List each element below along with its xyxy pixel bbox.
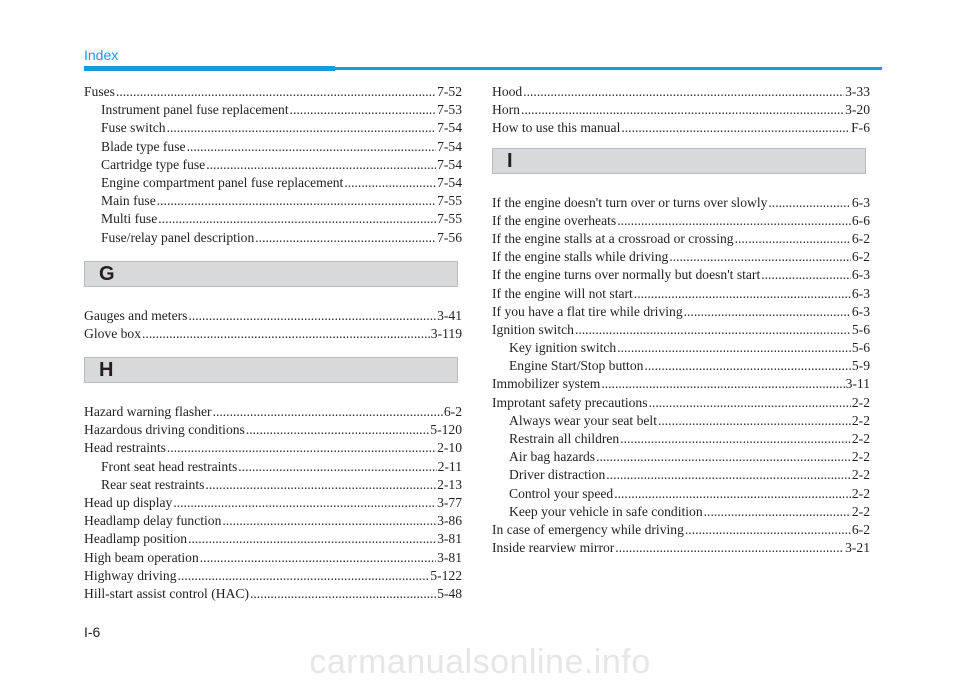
index-entry <box>492 212 870 230</box>
entry-label: If the engine stalls while driving <box>492 249 669 265</box>
dot-leader <box>206 156 436 174</box>
entry-page: 2-2 <box>851 412 870 428</box>
index-entry <box>84 403 462 421</box>
entry-page: 7-55 <box>437 211 462 227</box>
entry-label: Immobilizer system <box>492 376 601 392</box>
index-group-h <box>84 403 462 603</box>
entry-label: Hazardous driving conditions <box>84 422 245 438</box>
index-entry <box>492 248 870 266</box>
dot-leader <box>521 101 844 119</box>
dot-leader <box>621 119 850 137</box>
entry-label: Horn <box>492 102 520 118</box>
entry-page: 2-13 <box>437 476 462 492</box>
entry-label: Engine Start/Stop button <box>509 358 644 374</box>
index-subentry <box>492 412 870 430</box>
entry-page: 3-21 <box>845 540 870 556</box>
dot-leader <box>116 83 436 101</box>
dot-leader <box>614 485 851 503</box>
index-entry <box>84 325 462 343</box>
entry-label: Engine compartment panel fuse replacement <box>101 174 344 190</box>
index-entry <box>84 585 462 603</box>
entry-label: Head restraints <box>84 440 166 456</box>
dot-leader <box>615 539 844 557</box>
dot-leader <box>735 230 851 248</box>
index-subentry <box>84 101 462 119</box>
index-entry <box>492 194 870 212</box>
entry-page: 3-41 <box>437 307 462 323</box>
dot-leader <box>617 339 851 357</box>
index-subentry <box>84 210 462 228</box>
dot-leader <box>684 303 851 321</box>
entry-label: If the engine stalls at a crossroad or crossing <box>492 230 734 246</box>
section-title: Index <box>84 47 119 63</box>
entry-label: Head up display <box>84 495 173 510</box>
entry-page: 6-6 <box>851 212 870 228</box>
index-group-f <box>84 83 462 247</box>
entry-label: Cartridge type fuse <box>101 156 206 172</box>
letter-heading-i: I <box>492 148 866 174</box>
entry-label: Headlamp position <box>84 531 188 547</box>
index-column-left <box>84 83 462 603</box>
index-subentry <box>492 430 870 448</box>
dot-leader <box>620 430 851 448</box>
index-entry <box>492 266 870 284</box>
dot-leader <box>344 174 436 192</box>
entry-page: 5-48 <box>437 585 462 601</box>
entry-page: 6-3 <box>851 267 870 283</box>
dot-leader <box>685 521 851 539</box>
dot-leader <box>606 466 851 484</box>
entry-page: 2-2 <box>851 467 870 483</box>
index-subentry <box>84 192 462 210</box>
dot-leader <box>188 530 436 548</box>
index-subentry <box>84 156 462 174</box>
index-subentry <box>492 339 870 357</box>
dot-leader <box>761 266 851 284</box>
index-subentry <box>84 119 462 137</box>
entry-page: 7-53 <box>437 102 462 118</box>
index-entry <box>84 549 462 567</box>
entry-page: 6-2 <box>443 404 462 420</box>
index-group-g <box>84 307 462 343</box>
dot-leader <box>250 585 436 603</box>
dot-leader <box>167 119 437 137</box>
entry-label: If the engine doesn't turn over or turns over slowly <box>492 194 768 210</box>
index-entry <box>84 307 462 325</box>
index-subentry <box>492 466 870 484</box>
index-entry <box>84 421 462 439</box>
dot-leader <box>523 83 844 101</box>
index-subentry <box>84 476 462 494</box>
entry-label: Inside rearview mirror <box>492 540 615 556</box>
dot-leader <box>290 101 436 119</box>
dot-leader <box>238 458 436 476</box>
dot-leader <box>596 448 851 466</box>
dot-leader <box>617 212 851 230</box>
dot-leader <box>178 567 430 585</box>
entry-label: Main fuse <box>101 193 156 209</box>
index-group-h-continued <box>492 83 870 138</box>
entry-page: 2-2 <box>851 485 870 501</box>
dot-leader <box>246 421 429 439</box>
entry-label: If the engine turns over normally but doesn't start <box>492 267 761 283</box>
index-entry <box>492 539 870 557</box>
entry-label: Keep your vehicle in safe condition <box>509 503 703 519</box>
dot-leader <box>704 503 851 521</box>
entry-label: Driver distraction <box>509 467 606 483</box>
index-entry <box>492 285 870 303</box>
entry-label: Highway driving <box>84 567 177 583</box>
entry-label: If the engine will not start <box>492 285 633 301</box>
index-entry <box>492 119 870 137</box>
dot-leader <box>167 439 436 457</box>
index-subentry <box>492 448 870 466</box>
letter-heading-g: G <box>84 261 458 287</box>
entry-label: Always wear your seat belt <box>509 412 657 428</box>
dot-leader <box>158 210 436 228</box>
entry-label: Air bag hazards <box>509 449 596 465</box>
index-entry <box>492 394 870 412</box>
index-entry <box>492 83 870 101</box>
index-entry <box>84 494 462 512</box>
index-subentry <box>84 174 462 192</box>
entry-page: F-6 <box>851 120 870 136</box>
entry-label: Key ignition switch <box>509 340 617 356</box>
dot-leader <box>187 138 437 156</box>
entry-page: 7-54 <box>437 174 462 190</box>
dot-leader <box>200 549 436 567</box>
entry-page: 5-120 <box>430 422 462 438</box>
entry-label: Fuses <box>84 84 115 99</box>
entry-page: 7-55 <box>437 193 462 209</box>
entry-label: If the engine overheats <box>492 212 617 228</box>
dot-leader <box>649 394 851 412</box>
entry-page: 3-77 <box>437 495 462 510</box>
entry-label: Glove box <box>84 325 142 341</box>
index-entry <box>492 321 870 339</box>
entry-page: 7-56 <box>437 229 462 245</box>
dot-leader <box>644 357 850 375</box>
entry-label: In case of emergency while driving <box>492 521 684 537</box>
index-entry <box>492 101 870 119</box>
index-subentry <box>84 229 462 247</box>
entry-page: 6-2 <box>851 521 870 537</box>
entry-page: 5-9 <box>851 358 870 374</box>
index-entry <box>492 303 870 321</box>
letter-heading-h: H <box>84 357 458 383</box>
entry-page: 6-3 <box>851 285 870 301</box>
dot-leader <box>173 494 436 512</box>
entry-label: Hill-start assist control (HAC) <box>84 585 249 601</box>
entry-label: How to use this manual <box>492 120 621 136</box>
entry-page: 3-119 <box>430 325 462 341</box>
dot-leader <box>142 325 430 343</box>
entry-page: 3-33 <box>845 84 870 99</box>
entry-page: 3-81 <box>437 549 462 565</box>
entry-page: 3-20 <box>845 102 870 118</box>
entry-page: 2-11 <box>437 458 462 474</box>
entry-page: 7-54 <box>437 120 462 136</box>
entry-label: Gauges and meters <box>84 307 188 323</box>
entry-label: Fuse/relay panel description <box>101 229 255 245</box>
index-entry <box>84 439 462 457</box>
dot-leader <box>255 229 436 247</box>
dot-leader <box>575 321 851 339</box>
dot-leader <box>213 403 443 421</box>
entry-page: 2-2 <box>851 503 870 519</box>
header-rule-thin <box>335 67 882 70</box>
dot-leader <box>188 307 436 325</box>
entry-page: 3-11 <box>845 376 870 392</box>
entry-label: Improtant safety precautions <box>492 394 648 410</box>
index-entry <box>84 512 462 530</box>
entry-label: Multi fuse <box>101 211 158 227</box>
index-entry <box>492 230 870 248</box>
dot-leader <box>601 375 844 393</box>
dot-leader <box>157 192 436 210</box>
entry-page: 2-2 <box>851 431 870 446</box>
dot-leader <box>768 194 850 212</box>
entry-page: 2-2 <box>851 449 870 465</box>
index-entry <box>84 567 462 585</box>
entry-label: Front seat head restraints <box>101 458 238 474</box>
entry-label: Rear seat restraints <box>101 476 205 492</box>
dot-leader <box>205 476 436 494</box>
index-subentry <box>492 503 870 521</box>
index-column-right <box>492 83 870 557</box>
entry-page: 7-54 <box>437 138 462 154</box>
entry-page: 2-10 <box>437 440 462 456</box>
dot-leader <box>222 512 436 530</box>
watermark: carmanualsonline.info <box>309 643 651 681</box>
index-subentry <box>492 357 870 375</box>
entry-label: Fuse switch <box>101 120 166 136</box>
entry-page: 6-2 <box>851 249 870 265</box>
index-entry <box>84 530 462 548</box>
entry-page: 5-6 <box>851 340 870 356</box>
entry-label: Control your speed <box>509 485 614 501</box>
entry-label: Hood <box>492 84 523 99</box>
entry-label: Headlamp delay function <box>84 513 222 529</box>
index-entry <box>492 375 870 393</box>
entry-label: Ignition switch <box>492 321 574 337</box>
index-subentry <box>84 458 462 476</box>
entry-page: 6-3 <box>851 194 870 210</box>
entry-page: 3-86 <box>437 513 462 529</box>
index-group-i <box>492 194 870 558</box>
index-subentry <box>84 138 462 156</box>
dot-leader <box>634 285 851 303</box>
entry-page: 3-81 <box>437 531 462 547</box>
page-number: I-6 <box>84 624 101 640</box>
dot-leader <box>669 248 851 266</box>
entry-label: Hazard warning flasher <box>84 404 212 420</box>
entry-label: If you have a flat tire while driving <box>492 303 683 319</box>
entry-page: 5-122 <box>430 567 462 583</box>
entry-label: Restrain all children <box>509 431 620 446</box>
dot-leader <box>658 412 851 430</box>
entry-page: 5-6 <box>851 321 870 337</box>
entry-page: 7-52 <box>437 84 462 99</box>
entry-label: Instrument panel fuse replacement <box>101 102 289 118</box>
entry-label: High beam operation <box>84 549 199 565</box>
header-rule-thick <box>84 66 335 71</box>
entry-page: 7-54 <box>437 156 462 172</box>
entry-page: 6-3 <box>851 303 870 319</box>
index-entry <box>84 83 462 101</box>
index-entry <box>492 521 870 539</box>
entry-label: Blade type fuse <box>101 138 186 154</box>
index-subentry <box>492 485 870 503</box>
entry-page: 6-2 <box>851 230 870 246</box>
entry-page: 2-2 <box>851 394 870 410</box>
